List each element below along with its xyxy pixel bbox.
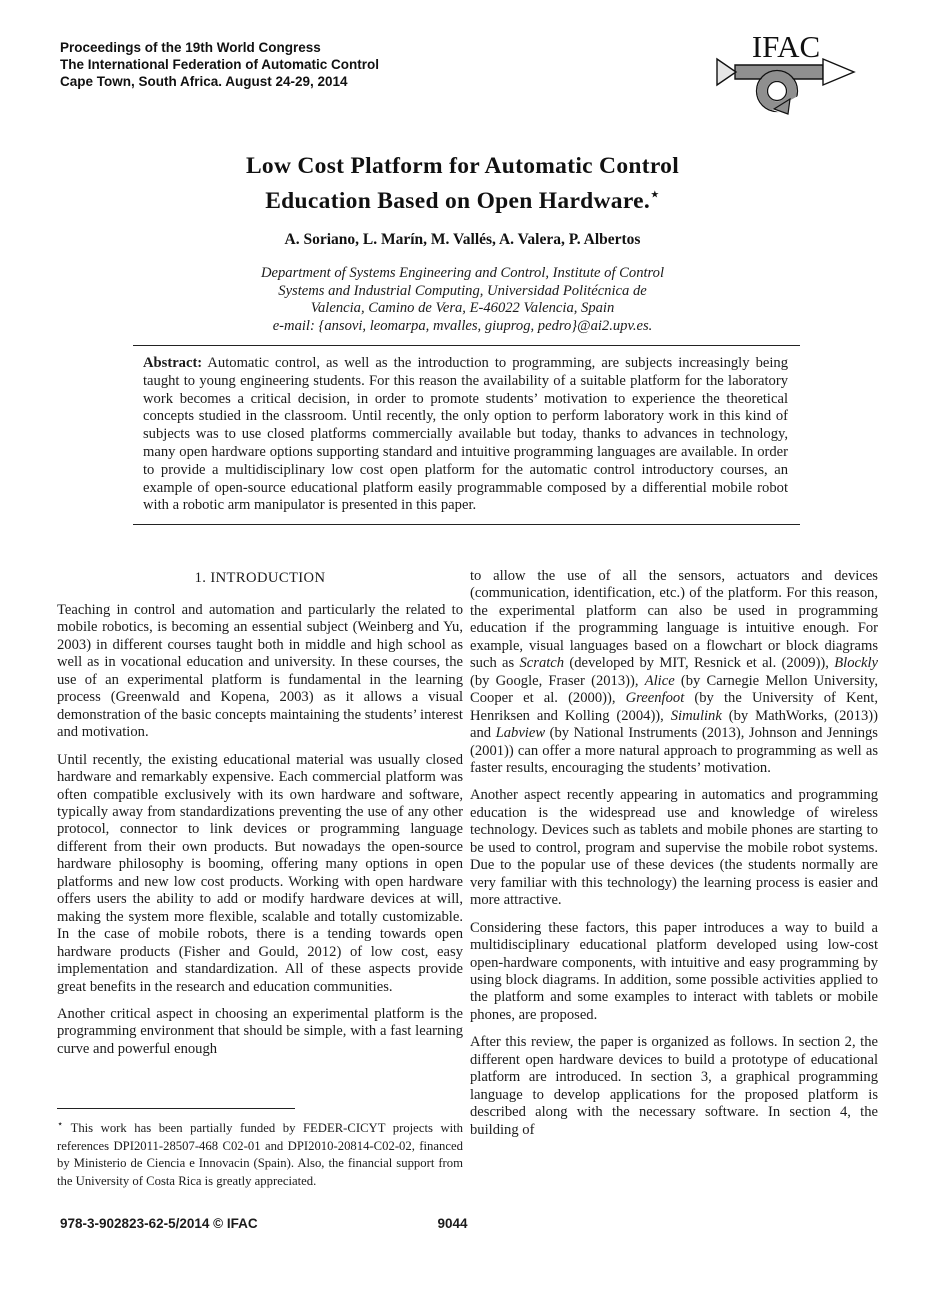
authors-line: A. Soriano, L. Marín, M. Vallés, A. Valera, P. Albertos [284,231,641,248]
affiliation-email: e-mail: {ansovi, leomarpa, mvalles, giuprog, pedro}@ai2.upv.es. [272,317,653,334]
paper-title-line-1: Low Cost Platform for Automatic Control [245,153,680,179]
right-paragraph-2: Another aspect recently appearing in automatics and programming education is the widespread use and knowledge of wireless technology. Devices such as tablets and mobile phones are starting to be used to control, program and supervise the mobile robot systems. Due to the popular use of these devices (the students normally are very familiar with this technology) the learning process is easier and more attractive. [470,787,878,909]
abstract-text: Automatic control, as well as the introduction to programming, are subjects increasingly being taught to young engineering students. For this reason the availability of a suitable platform for the laboratory work becomes a critical decision, in order to promote students’ motivation to experience the theoretical concepts studied in the classroom. Until recently, the only option to perform laboratory work in this kind of subjects was to use closed platforms commercially available but today, thanks to advances in technology, many open hardware options supporting standard and intuitive programming languages are available. In order to provide a multidisciplinary low cost open platform for the automatic control introductory courses, an example of open-source educational platform easily programmable composed by a differential mobile robot with a robotic arm manipulator is presented in this paper. [143,355,788,514]
ifac-logo-icon [710,30,862,120]
left-paragraph-2: Until recently, the existing educational material was usually closed hardware and remarkably expensive. Each commercial platform was often compatible exclusively with its own hardware and software, typically away from standardizations preventing the use of any other protocol, connector to link devices or programming language different from their own products. But nowadays the open-source hardware philosophy is booming, offering many options in open platforms and new low cost products. Working with open hardware offers users the ability to add or modify hardware devices at will, making the system more flexible, scalable and totally customizable. In the case of mobile robots, there is a tending towards open hardware products (Fisher and Gould, 2012) of low cost, easy implementation and standardization. All of these aspects provide great benefits in the research and education communities. [57,751,463,995]
left-paragraph-3: Another critical aspect in choosing an experimental platform is the programming environment that should be simple, with a fast learning curve and powerful enough [57,1005,463,1057]
ifac-logo-text: IFAC [751,30,821,64]
abstract-paragraph [143,355,788,515]
right-paragraph-4: After this review, the paper is organized as follows. In section 2, the different open hardware devices to build a prototype of educational platform are introduced. In section 3, a graphical programming language to develop applications for the proposed platform is described along with the necessary software. In section 4, the building of [470,1034,878,1138]
affiliation-line-2: Systems and Industrial Computing, Universidad Politécnica de [278,282,647,299]
ifac-logo [710,30,862,120]
footnote-text [57,1116,463,1190]
funding-footnote [57,1108,463,1190]
right-paragraph-3: Considering these factors, this paper introduces a way to build a multidisciplinary educational platform developed using low-cost open-hardware components, with intuitive and easy programming by using block diagrams. In addition, some possible activities applied to the platform and some examples to interact with tablets or mobile phones, are proposed. [470,919,878,1023]
proceedings-line-1: Proceedings of the 19th World Congress [60,40,321,55]
proceedings-line-3: Cape Town, South Africa. August 24-29, 2014 [60,74,348,89]
affiliation-line-1: Department of Systems Engineering and Control, Institute of Control [260,265,665,281]
left-column [57,568,463,1068]
left-paragraph-1: Teaching in control and automation and particularly the related to mobile robotics, is becoming an essential subject (Weinberg and Yu, 2003) in different courses taught both in middle and high school as well as in vocational education and university. In these courses, the use of an experimental platform is fundamental in the learning process (Greenwald and Kopena, 2003) as it allows a visual demonstration of the basic concepts maintaining the students’ interest and motivation. [57,602,463,741]
paper-title [0,152,925,216]
affiliation-block [0,265,925,335]
footnote-rule [57,1108,295,1109]
paper-title-line-2: Education Based on Open Hardware. [265,187,651,214]
title-footnote-marker: ⋆ [650,187,660,203]
abstract-label: Abstract: [143,355,203,371]
affiliation-line-3: Valencia, Camino de Vera, E-46022 Valencia, Spain [310,300,615,317]
footer-page-number: 9044 [437,1216,468,1231]
footer-isbn: 978-3-902823-62-5/2014 © IFAC [60,1216,258,1231]
proceedings-header [60,39,379,90]
section-heading-introduction: 1. INTRODUCTION [194,570,326,586]
footnote-marker: ⋆ [57,1119,64,1130]
footnote-body: This work has been partially funded by FEDER-CICYT projects with references DPI2011-28507-468 C02-01 and DPI2010-20814-C02-02, financed by Ministerio de Ciencia e Innovacin (Spain). Also, the financial support from the University of Costa Rica is greatly appreciated. [57,1121,463,1188]
right-paragraph-1: to allow the use of all the sensors, actuators and devices (communication, identification, etc.) of the platform. For this reason, the experimental platform can also be used in programming education if the programming language is intuitive enough. For example, visual languages based on a flowchart or block diagrams such as Scratch (developed by MIT, Resnick et al. (2009)), Blockly (by Google, Fraser (2013)), Alice (by Carnegie Mellon University, Cooper et al. (2000)), Greenfoot (by the University of Kent, Henriksen and Kolling (2004)), Simulink (by MathWorks, (2013)) and Labview (by National Instruments (2013), Johnson and Jennings (2001)) can offer a more natural approach to programming as well as faster results, encouraging the students’ motivation. [470,568,879,776]
proceedings-line-2: The International Federation of Automatic Control [60,57,380,72]
right-column [470,568,878,1149]
abstract-section [133,345,800,525]
